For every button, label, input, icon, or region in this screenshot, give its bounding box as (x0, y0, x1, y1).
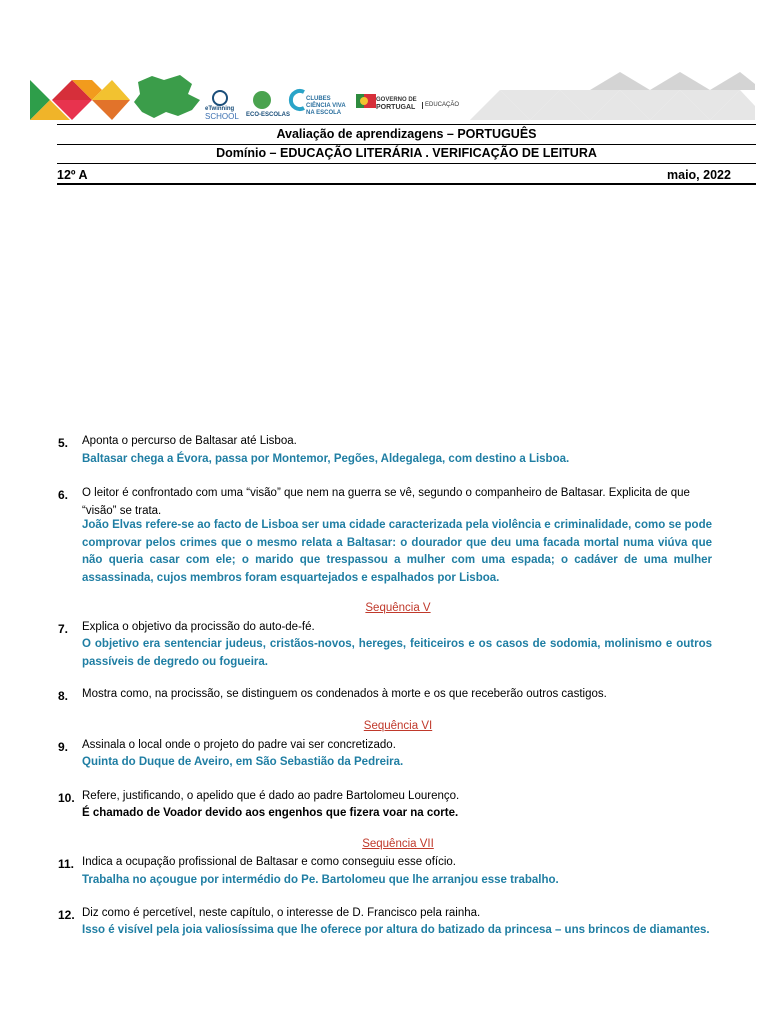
answer-text: Baltasar chega a Évora, passa por Montemor, Pegões, Aldegalega, com destino a Lisboa. (82, 453, 570, 465)
question-number: 8. (58, 689, 69, 703)
class-label: 12º A (57, 168, 88, 182)
divider (57, 163, 756, 164)
sequence-heading: Sequência V (365, 602, 431, 614)
clubes-label: CLUBES CIÊNCIA VIVA NA ESCOLA (306, 96, 346, 116)
answer-text: É chamado de Voador devido aos engenhos que fizera voar na corte. (82, 807, 459, 819)
divider (57, 124, 756, 125)
portugal-flag-icon (360, 97, 368, 105)
answer-text: João Elvas refere-se ao facto de Lisboa ser uma cidade caracterizada pela violência e criminalidade, como se pode comprovar pelos crimes que o mesmo relata a Baltasar: o dourador que deu uma facada mortal numa viúva que não queria casar com ele; o marido que trespassou a mulher com uma espada; o cadáver de uma mulher assassinada, cujos membros foram esquartejados e espalhados por Lisboa. (82, 519, 712, 584)
answer-text: Quinta do Duque de Aveiro, em São Sebastião da Pedreira. (82, 756, 404, 768)
eco-escolas-icon (253, 91, 271, 109)
date-label: maio, 2022 (667, 168, 731, 182)
page-title: Avaliação de aprendizagens – PORTUGUÊS (276, 127, 537, 141)
question-text: Assinala o local onde o projeto do padre vai ser concretizado. (82, 739, 396, 751)
eco-escolas-label: ECO-ESCOLAS (246, 112, 291, 118)
question-number: 12. (58, 908, 75, 922)
question-number: 7. (58, 622, 69, 636)
question-number: 9. (58, 740, 69, 754)
question-number: 5. (58, 436, 69, 450)
etwinning-label: eTwinning SCHOOL (205, 106, 239, 121)
header-banner (30, 72, 755, 124)
divider (57, 144, 756, 145)
question-text: O leitor é confrontado com uma “visão” que nem na guerra se vê, segundo o companheiro de Baltasar. Explicita de que “visão” se trata. (82, 487, 690, 517)
divider (57, 183, 756, 185)
question-text: Mostra como, na procissão, se distinguem os condenados à morte e os que receberão outros castigos. (82, 688, 607, 700)
educacao-label: EDUCAÇÃO (422, 102, 459, 109)
answer-text: O objetivo era sentenciar judeus, cristãos-novos, hereges, feiticeiros e os casos de sodomia, molinismo e outros passíveis de degredo ou fogueira. (82, 638, 712, 668)
question-text: Aponta o percurso de Baltasar até Lisboa. (82, 435, 297, 447)
question-text: Indica a ocupação profissional de Baltasar e como conseguiu esse ofício. (82, 856, 456, 868)
answer-text: Trabalha no açougue por intermédio do Pe. Bartolomeu que lhe arranjou esse trabalho. (82, 874, 559, 886)
domain-title: Domínio – EDUCAÇÃO LITERÁRIA . VERIFICAÇÃO DE LEITURA (216, 146, 597, 160)
sequence-heading: Sequência VI (363, 720, 433, 732)
question-text: Explica o objetivo da procissão do auto-de-fé. (82, 621, 315, 633)
sequence-heading: Sequência VII (362, 838, 434, 850)
question-number: 10. (58, 791, 75, 805)
question-text: Diz como é percetível, neste capítulo, o interesse de D. Francisco pela rainha. (82, 907, 481, 919)
question-text: Refere, justificando, o apelido que é dado ao padre Bartolomeu Lourenço. (82, 790, 460, 802)
map-logo (134, 75, 200, 118)
gov-label: GOVERNO DE PORTUGAL (376, 97, 417, 111)
answer-text: Isso é visível pela joia valiosíssima que lhe oferece por altura do batizado da princesa – uns brincos de diamantes. (82, 924, 710, 936)
clubes-icon (291, 91, 304, 109)
etwinning-icon (213, 91, 227, 105)
question-number: 6. (58, 488, 69, 502)
question-number: 11. (58, 857, 75, 871)
